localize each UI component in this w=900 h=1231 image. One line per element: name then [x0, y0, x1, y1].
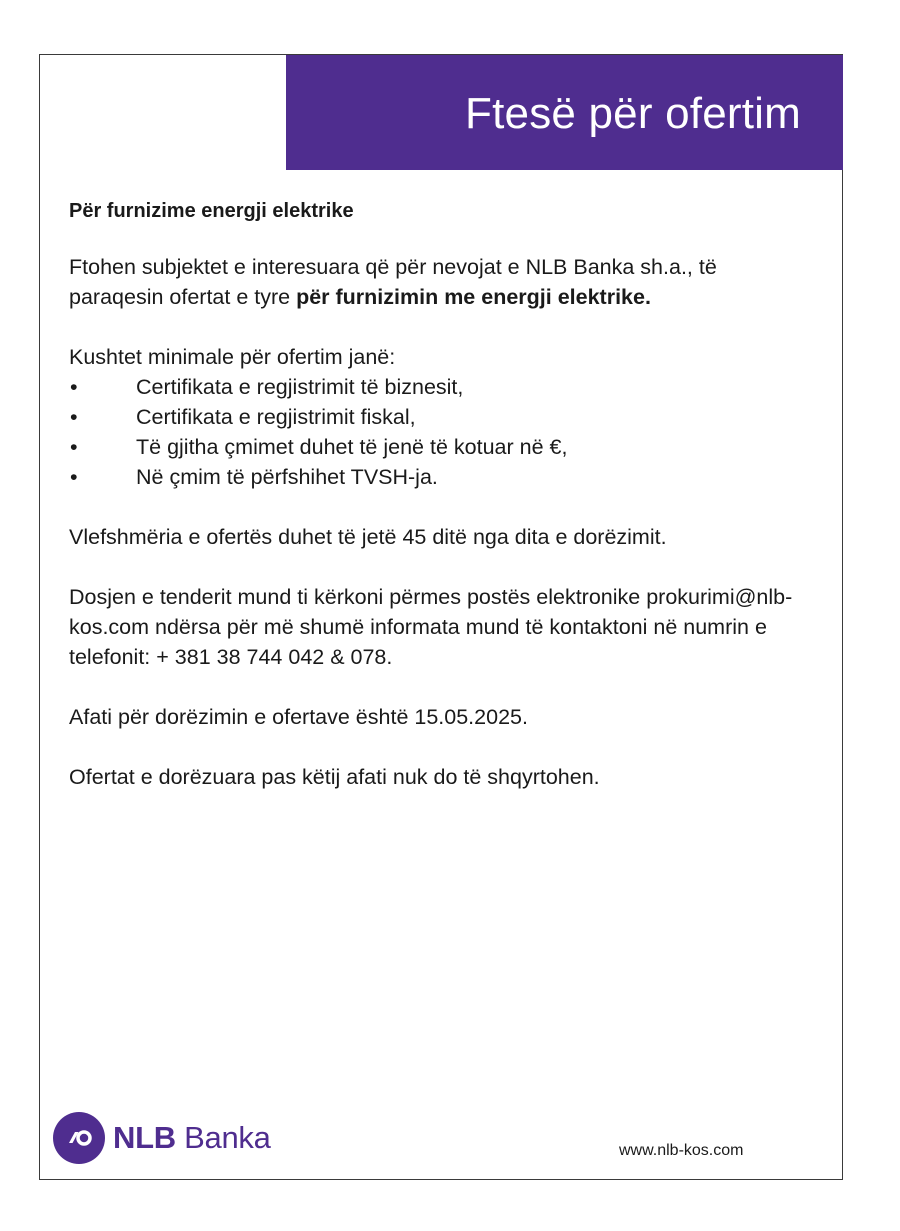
website-link[interactable]: www.nlb-kos.com [619, 1142, 744, 1159]
deadline-paragraph: Afati për dorëzimin e ofertave është 15.05.2025. [69, 705, 528, 729]
logo-regular-text: Banka [184, 1120, 271, 1155]
list-item: • Në çmim të përfshihet TVSH-ja. [69, 462, 814, 492]
list-item: • Certifikata e regjistrimit të biznesit, [69, 372, 814, 402]
intro-bold-text: për furnizimin me energji elektrike. [296, 285, 651, 309]
subject-heading: Për furnizime energji elektrike [69, 200, 354, 222]
intro-text: Ftohen subjektet e interesuara që për nevojat e NLB Banka sh.a., të paraqesin ofertat e tyre [69, 255, 717, 309]
conditions-list [69, 372, 814, 492]
conditions-heading: Kushtet minimale për ofertim janë: [69, 345, 396, 369]
list-item: • Certifikata e regjistrimit fiskal, [69, 402, 814, 432]
conditions-section [69, 342, 814, 492]
intro-paragraph [69, 252, 814, 312]
list-item: • Të gjitha çmimet duhet të jenë të kotuar në €, [69, 432, 814, 462]
document-body [69, 196, 814, 822]
title-banner [286, 55, 843, 170]
late-notice-paragraph: Ofertat e dorëzuara pas këtij afati nuk do të shqyrtohen. [69, 765, 600, 789]
validity-paragraph: Vlefshmëria e ofertës duhet të jetë 45 ditë nga dita e dorëzimit. [69, 525, 667, 549]
page-title: Ftesë për ofertim [465, 89, 801, 138]
nlb-logo [53, 1111, 271, 1165]
logo-bold-text: NLB [113, 1120, 176, 1155]
contact-paragraph: Dosjen e tenderit mund ti kërkoni përmes postës elektronike prokurimi@nlb-kos.com ndërsa për më shumë informata mund të kontaktoni në numrin e telefonit: + 381 38 744 042 & 078. [69, 585, 793, 669]
nlb-logo-icon [53, 1112, 105, 1164]
logo-wordmark [113, 1120, 271, 1156]
